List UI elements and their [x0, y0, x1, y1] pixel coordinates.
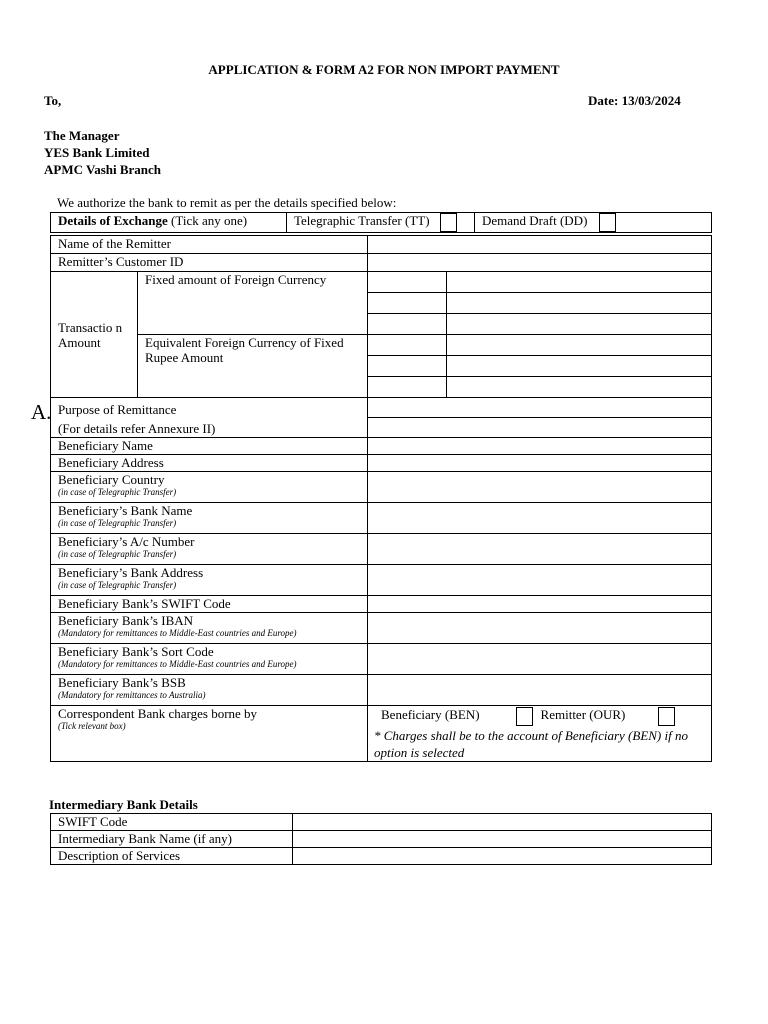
- form-title: APPLICATION & FORM A2 FOR NON IMPORT PAYMENT: [208, 62, 560, 77]
- our-option-label: Remitter (OUR): [540, 707, 626, 722]
- transaction-amount-label: Transactio n Amount: [51, 272, 138, 398]
- bsb-note: (Mandatory for remittances to Australia): [58, 690, 206, 700]
- remitter-name-field[interactable]: [368, 236, 712, 254]
- ben-option-label: Beneficiary (BEN): [381, 707, 480, 722]
- dd-option[interactable]: [475, 213, 712, 233]
- purpose-field[interactable]: [368, 398, 712, 418]
- tt-checkbox[interactable]: [440, 213, 457, 232]
- intermediary-name-field[interactable]: [293, 831, 712, 848]
- iban-note: (Mandatory for remittances to Middle-East countries and Europe): [58, 628, 297, 638]
- charges-note: (Tick relevant box): [58, 721, 126, 731]
- amount-field[interactable]: [447, 335, 712, 356]
- exchange-table: [50, 212, 712, 233]
- amount-field[interactable]: [447, 272, 712, 293]
- amount-field[interactable]: [368, 314, 447, 335]
- ben-bank-address-note: (in case of Telegraphic Transfer): [58, 580, 177, 590]
- exchange-label-cell: [51, 213, 287, 233]
- iban-field[interactable]: [368, 613, 712, 644]
- remitter-name-label: Name of the Remitter: [51, 236, 368, 254]
- fixed-fc-label: Fixed amount of Foreign Currency: [138, 272, 368, 335]
- ben-ac-label: Beneficiary’s A/c Number (in case of Telegraphic Transfer): [51, 534, 368, 565]
- amount-field[interactable]: [447, 377, 712, 398]
- amount-field[interactable]: [368, 356, 447, 377]
- dd-label: Demand Draft (DD): [482, 213, 588, 228]
- dd-checkbox[interactable]: [599, 213, 616, 232]
- address-line: The Manager: [44, 128, 120, 143]
- ben-address-field[interactable]: [368, 455, 712, 472]
- amount-field[interactable]: [368, 272, 447, 293]
- ben-bank-address-label: Beneficiary’s Bank Address (in case of Telegraphic Transfer): [51, 565, 368, 596]
- equiv-fc-label: Equivalent Foreign Currency of Fixed Rupee Amount: [138, 335, 368, 398]
- our-checkbox[interactable]: [658, 707, 675, 726]
- customer-id-field[interactable]: [368, 254, 712, 272]
- amount-field[interactable]: [368, 293, 447, 314]
- ben-country-note: (in case of Telegraphic Transfer): [58, 487, 177, 497]
- intermediary-table: [50, 813, 712, 865]
- section-marker: A.: [31, 400, 52, 424]
- purpose-label: Purpose of Remittance: [51, 398, 368, 418]
- amount-field[interactable]: [447, 293, 712, 314]
- ben-bank-name-note: (in case of Telegraphic Transfer): [58, 518, 177, 528]
- ben-bank-name-field[interactable]: [368, 503, 712, 534]
- intermediary-title: Intermediary Bank Details: [49, 797, 198, 812]
- charges-label: Correspondent Bank charges borne by (Tick relevant box): [51, 706, 368, 762]
- ben-ac-field[interactable]: [368, 534, 712, 565]
- intermediary-swift-label: SWIFT Code: [51, 814, 293, 831]
- purpose-field[interactable]: [368, 418, 712, 438]
- ben-ac-note: (in case of Telegraphic Transfer): [58, 549, 177, 559]
- ben-bank-address-field[interactable]: [368, 565, 712, 596]
- tt-label: Telegraphic Transfer (TT): [294, 213, 430, 228]
- intermediary-swift-field[interactable]: [293, 814, 712, 831]
- intermediary-services-field[interactable]: [293, 848, 712, 865]
- ben-country-label: Beneficiary Country (in case of Telegraphic Transfer): [51, 472, 368, 503]
- ben-bank-name-label: Beneficiary’s Bank Name (in case of Telegraphic Transfer): [51, 503, 368, 534]
- to-label: To,: [44, 93, 62, 108]
- charges-footnote: * Charges shall be to the account of Beneficiary (BEN) if no option is selected: [374, 728, 688, 760]
- intermediary-name-label: Intermediary Bank Name (if any): [51, 831, 293, 848]
- intermediary-services-label: Description of Services: [51, 848, 293, 865]
- sort-code-note: (Mandatory for remittances to Middle-East countries and Europe): [58, 659, 297, 669]
- amount-field[interactable]: [447, 314, 712, 335]
- address-block: [44, 127, 161, 178]
- bsb-label: Beneficiary Bank’s BSB (Mandatory for remittances to Australia): [51, 675, 368, 706]
- amount-field[interactable]: [368, 377, 447, 398]
- date-label: Date: 13/03/2024: [588, 93, 681, 108]
- charges-options: [368, 706, 712, 762]
- ben-address-label: Beneficiary Address: [51, 455, 368, 472]
- ben-name-label: Beneficiary Name: [51, 438, 368, 455]
- sort-code-label: Beneficiary Bank’s Sort Code (Mandatory for remittances to Middle-East countries and Europe): [51, 644, 368, 675]
- sort-code-field[interactable]: [368, 644, 712, 675]
- ben-country-field[interactable]: [368, 472, 712, 503]
- swift-label: Beneficiary Bank’s SWIFT Code: [51, 596, 368, 613]
- iban-label: Beneficiary Bank’s IBAN (Mandatory for remittances to Middle-East countries and Europe): [51, 613, 368, 644]
- bsb-field[interactable]: [368, 675, 712, 706]
- exchange-hint: (Tick any one): [167, 213, 248, 228]
- purpose-note: (For details refer Annexure II): [51, 418, 368, 438]
- swift-field[interactable]: [368, 596, 712, 613]
- ben-checkbox[interactable]: [516, 707, 533, 726]
- ben-name-field[interactable]: [368, 438, 712, 455]
- amount-field[interactable]: [368, 335, 447, 356]
- customer-id-label: Remitter’s Customer ID: [51, 254, 368, 272]
- amount-field[interactable]: [447, 356, 712, 377]
- address-line: APMC Vashi Branch: [44, 162, 162, 177]
- remittance-details-table: [50, 235, 712, 762]
- intro-text: We authorize the bank to remit as per the details specified below:: [57, 195, 397, 210]
- tt-option[interactable]: [287, 213, 475, 233]
- exchange-label: Details of Exchange: [58, 213, 168, 228]
- address-line: YES Bank Limited: [44, 145, 150, 160]
